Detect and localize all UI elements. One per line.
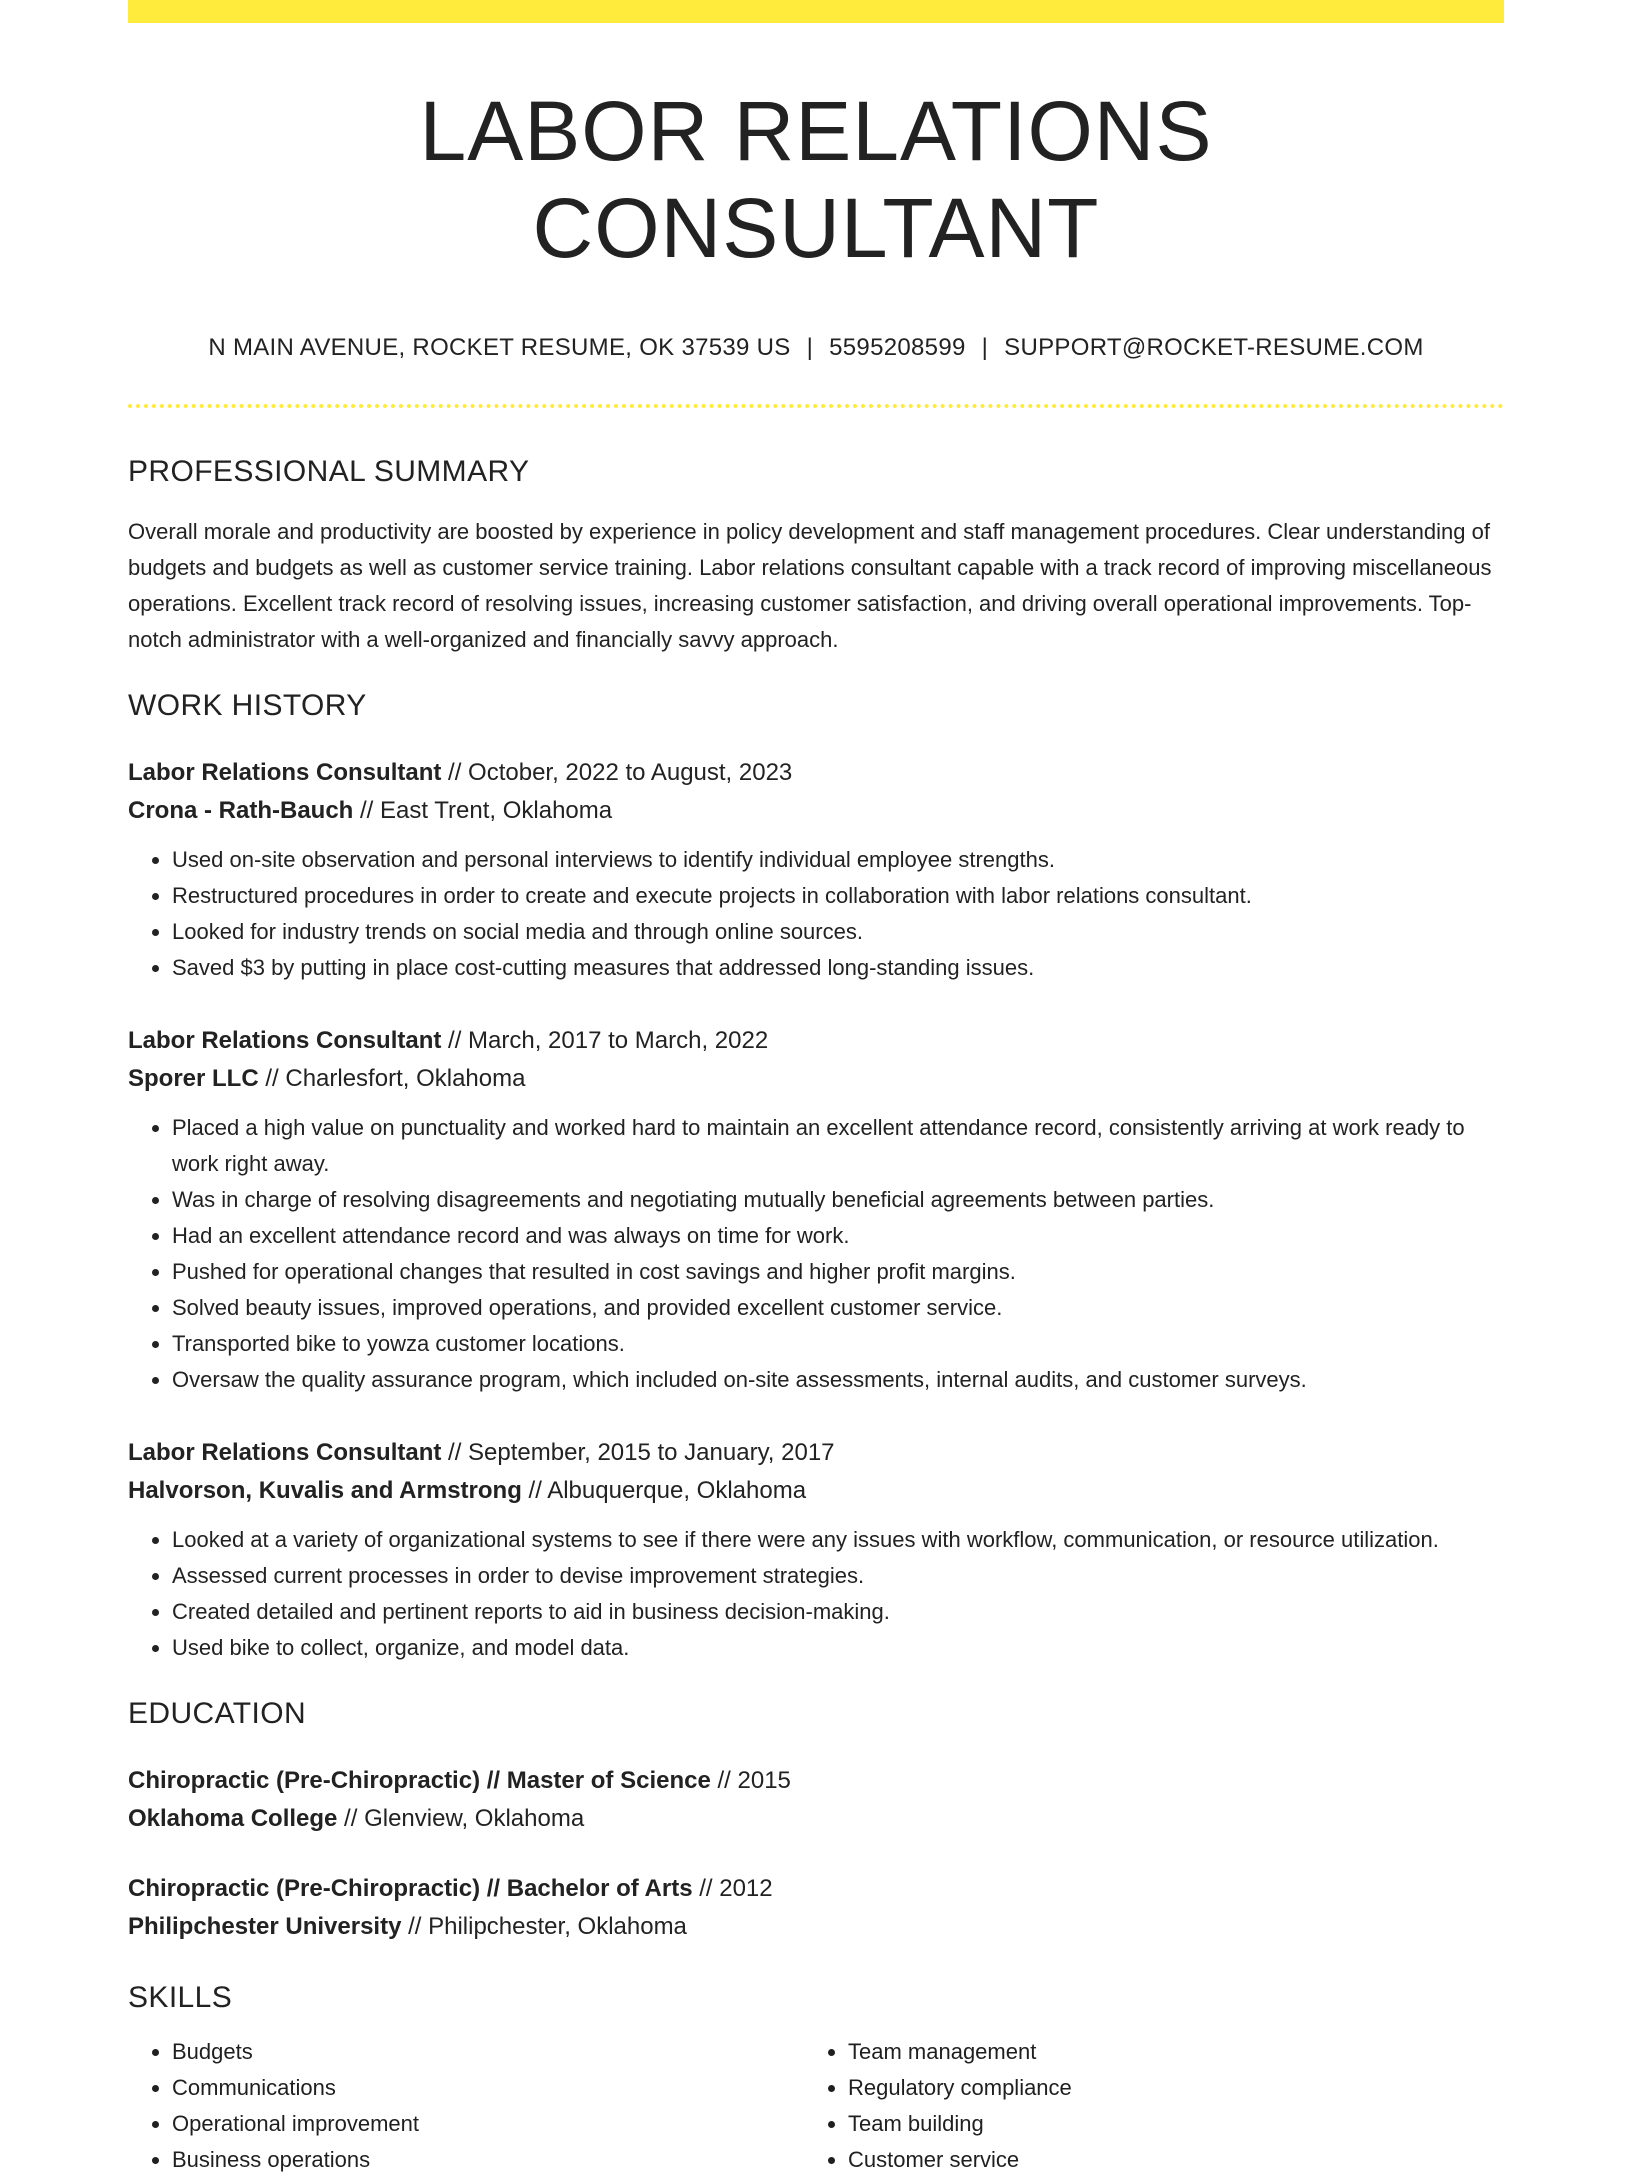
education-entry xyxy=(128,1762,1504,1838)
work-history-heading: WORK HISTORY xyxy=(128,689,367,723)
job-title-line xyxy=(128,1022,1504,1060)
education-degree: Chiropractic (Pre-Chiropractic) // Master of Science xyxy=(128,1767,711,1795)
job-entry xyxy=(128,754,1504,986)
contact-email: SUPPORT@ROCKET-RESUME.COM xyxy=(1004,334,1424,362)
contact-separator: | xyxy=(806,334,814,362)
candidate-name: LABOR RELATIONS CONSULTANT xyxy=(419,84,1213,275)
job-company: Crona - Rath-Bauch xyxy=(128,797,354,825)
job-bullet: • Used on-site observation and personal interviews to identify individual employee strengths. xyxy=(172,842,1504,878)
skill-item: • Business operations xyxy=(172,2142,804,2178)
job-entry xyxy=(128,1022,1504,1398)
contact-phone: 5595208599 xyxy=(829,334,966,362)
education-school-line xyxy=(128,1908,1504,1946)
skill-item: • Team building xyxy=(848,2106,1480,2142)
skill-item: • Budgets xyxy=(172,2034,804,2070)
job-bullet: • Was in charge of resolving disagreements and negotiating mutually beneficial agreements between parties. xyxy=(172,1182,1504,1218)
education-school: Philipchester University xyxy=(128,1913,402,1941)
contact-line xyxy=(128,334,1504,362)
accent-top-bar xyxy=(128,0,1504,23)
summary-text: Overall morale and productivity are boosted by experience in policy development and staff management procedures. Clear understanding of budgets and budgets as well as customer service training. Labor relations consultant capable with a track record of improving miscellaneous operations. Excellent track record of resolving issues, increasing customer satisfaction, and driving overall operational improvements. Top-notch administrator with a well-organized and financially savvy approach. xyxy=(128,519,1492,653)
education-degree-line xyxy=(128,1870,1504,1908)
education-degree-line xyxy=(128,1762,1504,1800)
education-location: // Glenview, Oklahoma xyxy=(337,1805,585,1833)
job-entry xyxy=(128,1434,1504,1666)
job-bullet: • Created detailed and pertinent reports to aid in business decision-making. xyxy=(172,1594,1504,1630)
job-dates: // September, 2015 to January, 2017 xyxy=(441,1439,835,1467)
job-role: Labor Relations Consultant xyxy=(128,1439,442,1467)
skill-item: • Regulatory compliance xyxy=(848,2070,1480,2106)
dotted-divider xyxy=(128,404,1504,408)
skills-list-right xyxy=(804,2034,1480,2178)
job-bullet: • Placed a high value on punctuality and worked hard to maintain an excellent attendance record, consistently arriving at work ready to work right away. xyxy=(172,1110,1504,1182)
skill-item: • Communications xyxy=(172,2070,804,2106)
skills-columns xyxy=(128,2034,1504,2178)
job-bullet: • Used bike to collect, organize, and model data. xyxy=(172,1630,1504,1666)
education-year: // 2015 xyxy=(710,1767,791,1795)
job-bullet: • Pushed for operational changes that resulted in cost savings and higher profit margins. xyxy=(172,1254,1504,1290)
job-bullet: • Assessed current processes in order to devise improvement strategies. xyxy=(172,1558,1504,1594)
summary-heading: PROFESSIONAL SUMMARY xyxy=(128,455,530,489)
education-year: // 2012 xyxy=(692,1875,773,1903)
job-bullets xyxy=(128,1110,1504,1398)
job-bullet: • Solved beauty issues, improved operations, and provided excellent customer service. xyxy=(172,1290,1504,1326)
job-bullets xyxy=(128,842,1504,986)
job-bullet: • Looked for industry trends on social media and through online sources. xyxy=(172,914,1504,950)
skill-item: • Customer service xyxy=(848,2142,1480,2178)
job-bullet: • Saved $3 by putting in place cost-cutting measures that addressed long-standing issues. xyxy=(172,950,1504,986)
contact-address: N MAIN AVENUE, ROCKET RESUME, OK 37539 US xyxy=(208,334,791,362)
skill-item: • Team management xyxy=(848,2034,1480,2070)
resume-page xyxy=(128,0,1504,2178)
job-bullet: • Transported bike to yowza customer locations. xyxy=(172,1326,1504,1362)
job-location: // East Trent, Oklahoma xyxy=(353,797,613,825)
job-company-line xyxy=(128,1472,1504,1510)
job-company: Halvorson, Kuvalis and Armstrong xyxy=(128,1477,522,1505)
job-location: // Albuquerque, Oklahoma xyxy=(521,1477,807,1505)
job-company-line xyxy=(128,792,1504,830)
job-bullet: • Restructured procedures in order to create and execute projects in collaboration with labor relations consultant. xyxy=(172,878,1504,914)
education-degree: Chiropractic (Pre-Chiropractic) // Bachelor of Arts xyxy=(128,1875,693,1903)
job-location: // Charlesfort, Oklahoma xyxy=(258,1065,526,1093)
job-role: Labor Relations Consultant xyxy=(128,759,442,787)
skill-item: • Operational improvement xyxy=(172,2106,804,2142)
job-dates: // March, 2017 to March, 2022 xyxy=(441,1027,769,1055)
job-dates: // October, 2022 to August, 2023 xyxy=(441,759,793,787)
job-company-line xyxy=(128,1060,1504,1098)
job-bullet: • Oversaw the quality assurance program, which included on-site assessments, internal audits, and customer surveys. xyxy=(172,1362,1504,1398)
contact-separator: | xyxy=(981,334,989,362)
job-bullet: • Looked at a variety of organizational systems to see if there were any issues with workflow, communication, or resource utilization. xyxy=(172,1522,1504,1558)
skills-list-left xyxy=(128,2034,804,2178)
job-title-line xyxy=(128,1434,1504,1472)
job-bullets xyxy=(128,1522,1504,1666)
education-heading: EDUCATION xyxy=(128,1697,307,1731)
education-school: Oklahoma College xyxy=(128,1805,338,1833)
job-role: Labor Relations Consultant xyxy=(128,1027,442,1055)
skills-heading: SKILLS xyxy=(128,1981,233,2015)
job-company: Sporer LLC xyxy=(128,1065,259,1093)
job-bullet: • Had an excellent attendance record and was always on time for work. xyxy=(172,1218,1504,1254)
education-location: // Philipchester, Oklahoma xyxy=(401,1913,687,1941)
job-title-line xyxy=(128,754,1504,792)
education-entry xyxy=(128,1870,1504,1946)
education-school-line xyxy=(128,1800,1504,1838)
